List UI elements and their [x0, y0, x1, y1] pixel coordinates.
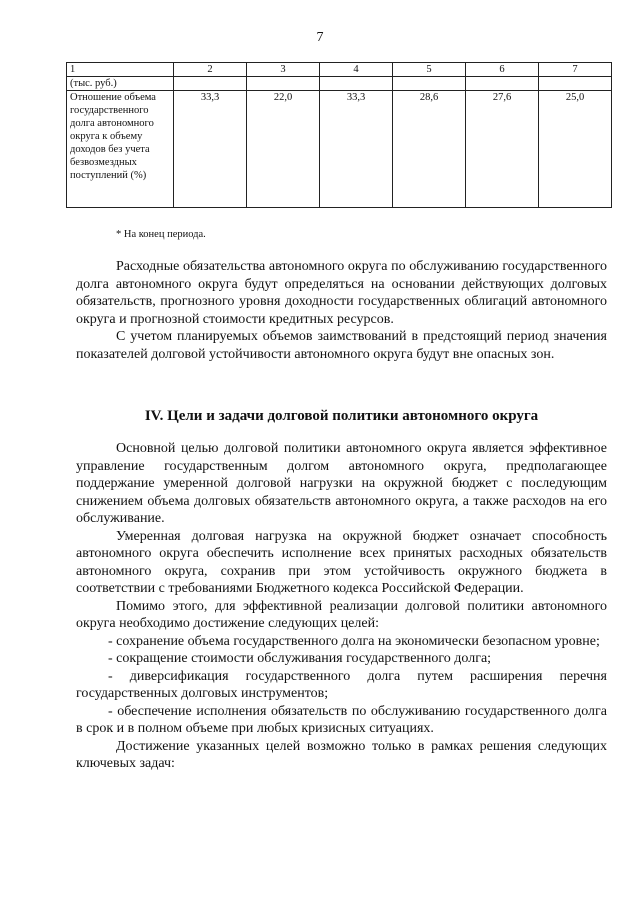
- list-item: - сохранение объема государственного долга на экономически безопасном уровне;: [108, 633, 600, 649]
- page-number: 7: [316, 30, 324, 45]
- table-header-cell: 3: [247, 63, 320, 77]
- paragraph: Помимо этого, для эффективной реализации долговой политики автономного округа необходимо достижение следующих целей:: [76, 598, 607, 631]
- table-cell: 27,6: [466, 91, 539, 208]
- list-item: - сокращение стоимости обслуживания государственного долга;: [108, 651, 492, 666]
- table-header-cell: 4: [320, 63, 393, 77]
- table-header-cell: 1: [67, 63, 174, 77]
- table-header-cell: 7: [539, 63, 612, 77]
- table-footnote: * На конец периода.: [116, 229, 206, 240]
- section-heading: IV. Цели и задачи долговой политики автономного округа: [144, 408, 539, 424]
- debt-indicator-table: [66, 62, 612, 208]
- table-unit-cell: (тыс. руб.): [67, 77, 174, 91]
- list-item: - обеспечение исполнения обязательств по обслуживанию государственного долга в срок и в полном объеме при любых кризисных ситуациях.: [76, 703, 607, 736]
- table-row: [67, 91, 612, 208]
- paragraph: Достижение указанных целей возможно только в рамках решения следующих ключевых задач:: [76, 738, 607, 771]
- table-header-cell: 2: [174, 63, 247, 77]
- goals-text-block: [76, 440, 607, 773]
- paragraph: Основной целью долговой политики автономного округа является эффективное управление государственным долгом автономного округа, предполагающее поддержание умеренной долговой нагрузки на окружной бюджет с последующим снижением объема долговых обязательств автономного округа, а также расходов на его обслуживание.: [76, 441, 607, 526]
- table-cell: 22,0: [247, 91, 320, 208]
- list-item: - диверсификация государственного долга путем расширения перечня государственных долговых инструментов;: [76, 668, 607, 701]
- paragraph: Расходные обязательства автономного округа по обслуживанию государственного долга автономного округа будут определяться на основании действующих долговых обязательств, прогнозного уровня доходности государственных облигаций автономного округа и прогнозной стоимости кредитных ресурсов.: [76, 259, 607, 327]
- table-unit-row: [67, 77, 612, 91]
- table-cell: 33,3: [174, 91, 247, 208]
- table-cell: 25,0: [539, 91, 612, 208]
- paragraph: С учетом планируемых объемов заимствований в предстоящий период значения показателей долговой устойчивости автономного округа будут вне опасных зон.: [76, 329, 607, 362]
- table-row-label: Отношение объема государственного долга автономного округа к объему доходов без учета безвозмездных поступлений (%): [67, 91, 174, 208]
- table-header-row: [67, 63, 612, 77]
- table-cell: 28,6: [393, 91, 466, 208]
- paragraph: Умеренная долговая нагрузка на окружной бюджет означает способность автономного округа обеспечить исполнение всех принятых расходных обязательств автономного округа, сохранив при этом устойчивость окружного бюджета в соответствии с требованиями Бюджетного кодекса Российской Федерации.: [76, 528, 607, 596]
- table-header-cell: 5: [393, 63, 466, 77]
- intro-text-block: [76, 258, 607, 363]
- table-cell: 33,3: [320, 91, 393, 208]
- table-header-cell: 6: [466, 63, 539, 77]
